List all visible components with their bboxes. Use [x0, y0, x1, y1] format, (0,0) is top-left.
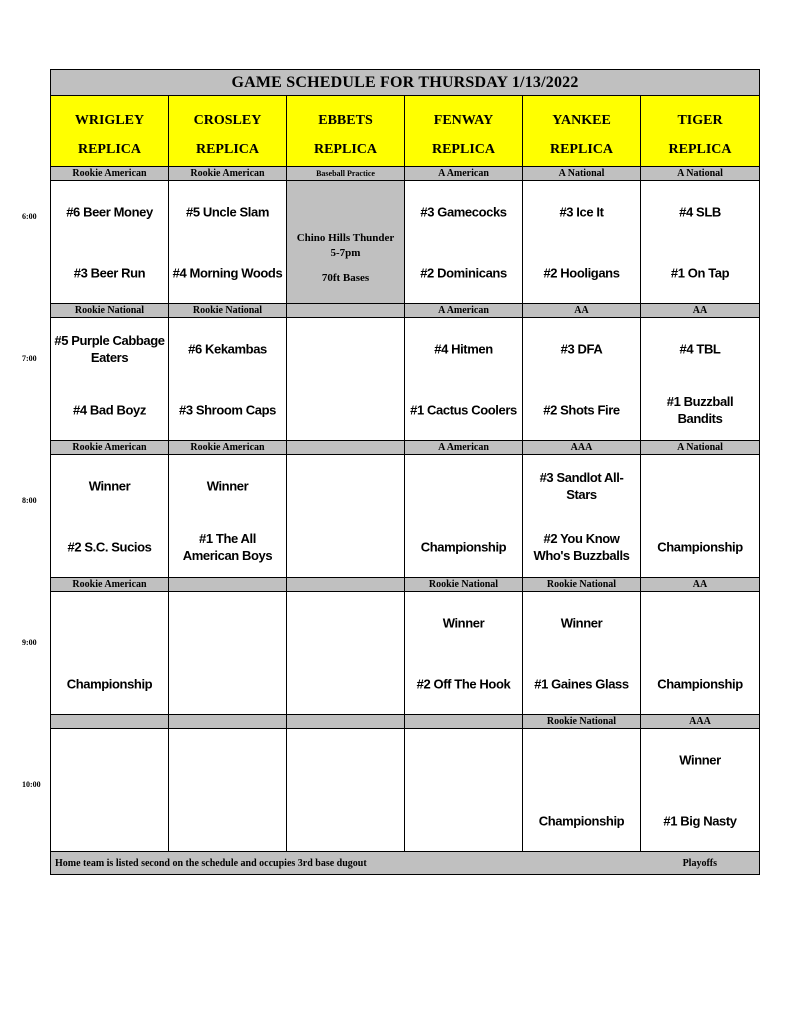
game-cell — [169, 592, 287, 715]
game-cell — [169, 181, 287, 304]
time-label: 8:00 — [22, 496, 37, 505]
game-cell — [287, 729, 405, 852]
field-name: WRIGLEY — [74, 112, 145, 128]
division-label: Rookie National — [169, 304, 287, 318]
home-team: #1 Big Nasty — [663, 813, 737, 828]
time-label: 10:00 — [22, 780, 41, 789]
home-team: #1 The All American Boys — [182, 530, 273, 563]
division-label — [169, 715, 287, 729]
field-name: CROSLEY — [193, 112, 262, 128]
division-label: Rookie American — [51, 167, 169, 181]
division-label: A National — [641, 441, 760, 455]
division-label: AAA — [523, 441, 641, 455]
division-label: Rookie National — [51, 304, 169, 318]
division-label — [287, 304, 405, 318]
field-name: FENWAY — [433, 112, 494, 128]
away-team: #3 DFA — [560, 341, 603, 356]
away-team: #4 TBL — [679, 341, 721, 356]
division-label: A American — [405, 167, 523, 181]
division-label: Rookie National — [523, 715, 641, 729]
home-team: #3 Shroom Caps — [179, 402, 276, 417]
division-label: AA — [641, 578, 760, 592]
field-header — [51, 96, 169, 167]
game-cell — [641, 729, 760, 852]
game-cell — [641, 181, 760, 304]
home-team: #2 You Know Who's Buzzballs — [533, 530, 630, 563]
away-team: #5 Purple Cabbage Eaters — [54, 332, 165, 365]
schedule-table — [50, 69, 760, 875]
division-label: A National — [523, 167, 641, 181]
division-label: Baseball Practice — [287, 167, 405, 181]
game-cell — [523, 592, 641, 715]
division-label: Rookie American — [51, 441, 169, 455]
game-cell — [641, 455, 760, 578]
away-team: #6 Beer Money — [66, 204, 153, 219]
away-team: Winner — [679, 752, 721, 767]
division-label: Rookie National — [405, 578, 523, 592]
game-cell — [523, 318, 641, 441]
field-header — [405, 96, 523, 167]
game-cell — [405, 729, 523, 852]
division-label — [51, 715, 169, 729]
division-label: Rookie National — [523, 578, 641, 592]
practice-note: 70ft Bases — [321, 271, 370, 284]
division-label: AAA — [641, 715, 760, 729]
home-team: #2 S.C. Sucios — [67, 539, 152, 554]
field-subtitle: REPLICA — [195, 141, 259, 157]
game-cell — [51, 592, 169, 715]
away-team: Winner — [560, 615, 603, 630]
game-cell — [405, 592, 523, 715]
division-label — [287, 441, 405, 455]
away-team: Winner — [206, 478, 249, 493]
game-cell — [169, 455, 287, 578]
game-cell — [641, 318, 760, 441]
home-team: #2 Hooligans — [543, 265, 620, 280]
playoffs-label: Playoffs — [641, 852, 760, 875]
practice-note: Chino Hills Thunder — [296, 231, 395, 244]
game-cell — [287, 455, 405, 578]
game-cell — [51, 455, 169, 578]
division-label — [405, 715, 523, 729]
game-cell — [169, 729, 287, 852]
home-team: Championship — [657, 676, 743, 691]
away-team: #3 Ice It — [559, 204, 604, 219]
away-team: #6 Kekambas — [188, 341, 267, 356]
game-cell — [523, 729, 641, 852]
field-name: EBBETS — [318, 112, 373, 128]
home-team: #2 Off The Hook — [416, 676, 511, 691]
game-cell — [523, 455, 641, 578]
field-header — [523, 96, 641, 167]
home-team: #2 Shots Fire — [543, 402, 620, 417]
home-team: #4 Bad Boyz — [73, 402, 146, 417]
home-team: #4 Morning Woods — [172, 265, 283, 280]
practice-note: 5-7pm — [330, 246, 361, 259]
home-team: #2 Dominicans — [420, 265, 507, 280]
division-label — [287, 715, 405, 729]
field-subtitle: REPLICA — [549, 141, 613, 157]
game-cell — [51, 181, 169, 304]
time-column — [0, 0, 50, 1024]
schedule-title: GAME SCHEDULE FOR THURSDAY 1/13/2022 — [51, 70, 760, 96]
game-cell — [287, 318, 405, 441]
division-label: Rookie American — [169, 441, 287, 455]
away-team: Winner — [88, 478, 131, 493]
away-team: #4 Hitmen — [434, 341, 493, 356]
game-cell — [169, 318, 287, 441]
field-subtitle: REPLICA — [77, 141, 141, 157]
home-team: #1 On Tap — [670, 265, 730, 280]
home-team: Championship — [538, 813, 625, 828]
home-team: #1 Cactus Coolers — [410, 402, 517, 417]
home-team: Championship — [420, 539, 507, 554]
game-cell — [51, 729, 169, 852]
division-label: A American — [405, 441, 523, 455]
away-team: #4 SLB — [679, 204, 721, 219]
away-team: #3 Gamecocks — [420, 204, 507, 219]
home-team: #1 Buzzball Bandits — [666, 393, 734, 426]
time-label: 6:00 — [22, 212, 37, 221]
time-label: 9:00 — [22, 638, 37, 647]
game-cell — [641, 592, 760, 715]
division-label: AA — [523, 304, 641, 318]
field-subtitle: REPLICA — [668, 141, 732, 157]
field-subtitle: REPLICA — [431, 141, 495, 157]
field-header — [169, 96, 287, 167]
time-label: 7:00 — [22, 354, 37, 363]
division-label — [169, 578, 287, 592]
division-label: Rookie American — [169, 167, 287, 181]
division-label: A American — [405, 304, 523, 318]
field-name: YANKEE — [552, 112, 611, 128]
field-name: TIGER — [677, 112, 723, 128]
home-team: Championship — [66, 676, 153, 691]
game-cell — [405, 318, 523, 441]
home-team: #1 Gaines Glass — [534, 676, 629, 691]
game-cell — [405, 181, 523, 304]
game-cell — [51, 318, 169, 441]
field-subtitle: REPLICA — [313, 141, 377, 157]
away-team: #3 Sandlot All-Stars — [539, 469, 624, 502]
division-label: A National — [641, 167, 760, 181]
division-label — [287, 578, 405, 592]
division-label: Rookie American — [51, 578, 169, 592]
game-cell — [405, 455, 523, 578]
away-team: #5 Uncle Slam — [186, 204, 269, 219]
away-team: Winner — [442, 615, 485, 630]
home-team: #3 Beer Run — [73, 265, 146, 280]
game-cell — [287, 592, 405, 715]
division-label: AA — [641, 304, 760, 318]
game-cell — [523, 181, 641, 304]
practice-note — [287, 261, 404, 271]
home-team: Championship — [657, 539, 743, 554]
field-header — [287, 96, 405, 167]
field-header — [641, 96, 760, 167]
footer-note: Home team is listed second on the schedule and occupies 3rd base dugout — [51, 852, 641, 875]
practice-cell — [287, 181, 405, 304]
